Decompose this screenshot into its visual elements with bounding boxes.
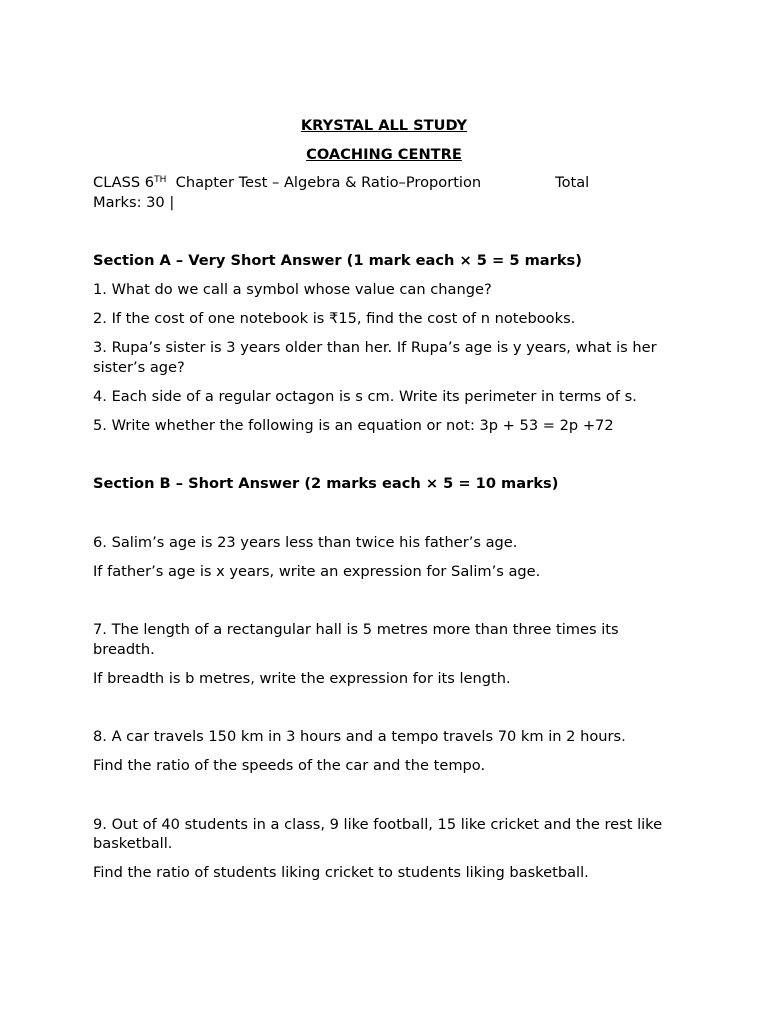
class-suffix: TH [154, 175, 167, 185]
chapter-title: Chapter Test – Algebra & Ratio–Proportion [175, 174, 482, 191]
school-name: KRYSTAL ALL STUDY [300, 117, 468, 134]
test-info-line [93, 173, 683, 212]
total-label: Total [555, 174, 590, 191]
question-7-part: If breadth is b metres, write the expression for its length. [93, 669, 511, 687]
question-3: 3. Rupa’s sister is 3 years older than her. If Rupa’s age is y years, what is her sister’s age? [93, 339, 657, 376]
question-5: 5. Write whether the following is an equation or not: 3p + 53 = 2p +72 [93, 416, 614, 434]
question-7: 7. The length of a rectangular hall is 5 metres more than three times its breadth. [93, 621, 619, 658]
section-a-heading: Section A – Very Short Answer (1 mark each × 5 = 5 marks) [93, 252, 582, 269]
question-4: 4. Each side of a regular octagon is s cm. Write its perimeter in terms of s. [93, 387, 637, 405]
question-9: 9. Out of 40 students in a class, 9 like football, 15 like cricket and the rest like basketball. [93, 815, 663, 852]
question-2: 2. If the cost of one notebook is ₹15, find the cost of n notebooks. [93, 310, 576, 327]
question-6-part: If father’s age is x years, write an expression for Salim’s age. [93, 562, 541, 580]
question-8: 8. A car travels 150 km in 3 hours and a tempo travels 70 km in 2 hours. [93, 728, 626, 745]
section-b-heading: Section B – Short Answer (2 marks each × 5 = 10 marks) [93, 475, 559, 492]
total-marks: Marks: 30 | [93, 193, 175, 211]
question-9-part: Find the ratio of students liking cricket to students liking basketball. [93, 864, 589, 881]
question-1: 1. What do we call a symbol whose value can change? [93, 281, 492, 298]
question-6: 6. Salim’s age is 23 years less than twice his father’s age. [93, 533, 518, 551]
question-8-part: Find the ratio of the speeds of the car and the tempo. [93, 757, 486, 774]
document-content [93, 116, 683, 883]
class-label: CLASS 6 [93, 174, 155, 191]
school-subtitle: COACHING CENTRE [306, 145, 462, 163]
